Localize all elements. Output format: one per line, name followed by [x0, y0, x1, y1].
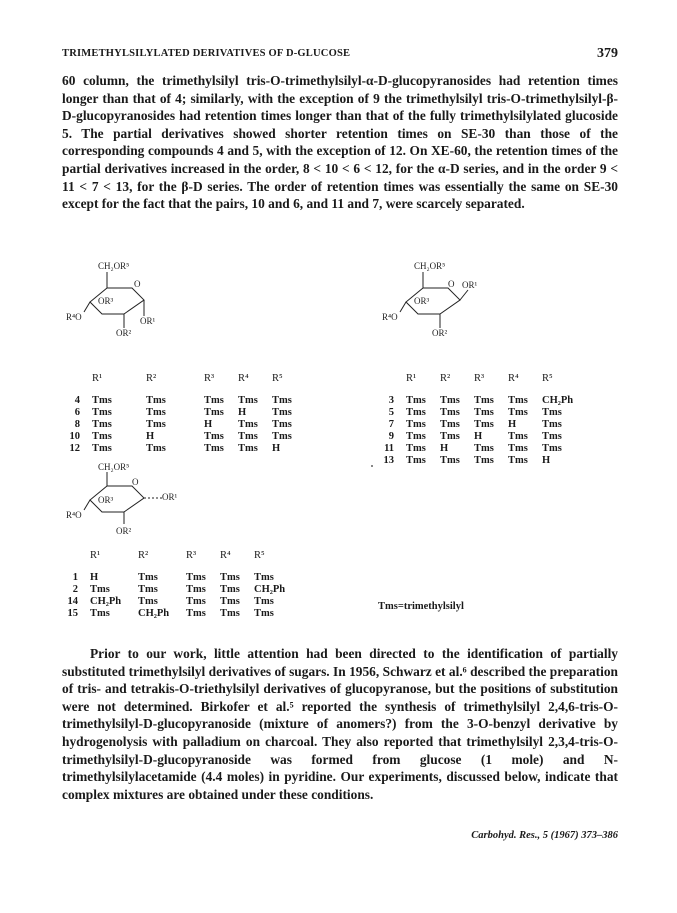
s2-ch2or5: CH₂OR⁵	[414, 261, 446, 271]
col-header	[62, 373, 92, 395]
table-cell: Tms	[238, 443, 258, 454]
table-cell: Tms	[146, 419, 166, 430]
table-cell: Tms	[186, 596, 206, 607]
table-cell: CH₂Ph	[254, 584, 286, 595]
col-header: R³	[186, 550, 197, 561]
s2-or2: OR²	[432, 328, 448, 338]
table-cell: Tms	[508, 395, 528, 406]
table-cell: Tms	[220, 596, 240, 607]
page-number: 379	[597, 46, 618, 61]
table-row	[62, 608, 300, 620]
table-cell: Tms	[272, 395, 292, 406]
compound-number: 13	[383, 455, 394, 466]
table-header-row	[62, 550, 300, 572]
compound-number: 2	[72, 584, 78, 595]
compound-number: 10	[69, 431, 80, 442]
table-cell: Tms	[220, 608, 240, 619]
col-header: R²	[146, 373, 157, 384]
table-row	[62, 584, 300, 596]
s1-ch2or5: CH₂OR⁵	[98, 261, 130, 271]
table-cell: CH₂Ph	[542, 395, 574, 406]
table-row	[62, 419, 318, 431]
table-cell: Tms	[92, 407, 112, 418]
col-header: R⁵	[272, 373, 283, 384]
table-cell: Tms	[90, 608, 110, 619]
table-cell: Tms	[272, 407, 292, 418]
table-row	[378, 455, 588, 467]
table-cell: Tms	[92, 395, 112, 406]
compound-number: 12	[69, 443, 80, 454]
table-cell: Tms	[90, 584, 110, 595]
s3-r4o: R⁴O	[66, 510, 82, 520]
table-cell: Tms	[204, 431, 224, 442]
table-cell: Tms	[204, 407, 224, 418]
table-header-row	[62, 373, 318, 395]
table-cell: Tms	[542, 443, 562, 454]
table-cell: H	[508, 419, 517, 430]
table-row	[62, 395, 318, 407]
table-cell: Tms	[508, 431, 528, 442]
table-cell: Tms	[406, 407, 426, 418]
compound-number: 4	[74, 395, 80, 406]
abbreviation-note: Tms=trimethylsilyl	[378, 601, 464, 612]
compound-number: 1	[72, 572, 78, 583]
table-cell: Tms	[186, 608, 206, 619]
col-header: R³	[474, 373, 485, 384]
table-cell: H	[238, 407, 247, 418]
table-cell: Tms	[542, 431, 562, 442]
table-cell: CH₂Ph	[138, 608, 170, 619]
table-header-row	[378, 373, 588, 395]
col-header: R²	[138, 550, 149, 561]
table-cell: Tms	[542, 419, 562, 430]
compound-number: 15	[67, 608, 78, 619]
table-cell: Tms	[220, 572, 240, 583]
table-row	[378, 443, 588, 455]
compound-number: 8	[74, 419, 80, 430]
table-cell: Tms	[272, 419, 292, 430]
col-header: R⁴	[238, 373, 249, 384]
table-cell: Tms	[474, 395, 494, 406]
table-cell: Tms	[406, 395, 426, 406]
s1-or3: OR³	[98, 296, 114, 306]
col-header: R¹	[90, 550, 101, 561]
body-paragraph-2: Prior to our work, little attention had been directed to the identification of partially substituted trimethylsilyl derivatives of sugars. In 1956, Schwarz et al.⁶ described the preparation of tris- and tetrakis-O-triethylsilyl derivatives of glucopyranose, but the positions of substitution were not determined. Birkofer et al.⁵ reported the synthesis of trimethylsilyl 2,4,6-tris-O-trimethylsilyl-D-glucopyranoside (mixture of anomers?) from the 3-O-benzyl derivative by hydrogenolysis with palladium on charcoal. They also reported that trimethylsilyl 2,3,4-tris-O-trimethylsilyl-D-glucopyranoside was formed from glucose (1 mole) and N-trimethylsilylacetamide (4.4 moles) in pyridine. Our experiments, discussed below, indicate that complex mixtures are obtained under these conditions.	[62, 646, 618, 802]
stray-mark	[371, 465, 373, 467]
table-row	[378, 419, 588, 431]
table-cell: Tms	[406, 443, 426, 454]
table-row	[62, 572, 300, 584]
table-cell: Tms	[542, 407, 562, 418]
table-cell: Tms	[204, 443, 224, 454]
table-row	[62, 596, 300, 608]
compound-number: 6	[74, 407, 80, 418]
table-cell: Tms	[92, 431, 112, 442]
table-cell: Tms	[92, 419, 112, 430]
s3-ch2or5: CH₂OR⁵	[98, 462, 130, 472]
table-cell: Tms	[186, 584, 206, 595]
structure-alpha-glucopyranoside	[62, 258, 182, 358]
compound-number: 5	[388, 407, 394, 418]
col-header: R⁴	[220, 550, 231, 561]
running-header	[62, 48, 618, 66]
table-cell: H	[440, 443, 449, 454]
table-cell: Tms	[138, 572, 158, 583]
compound-number: 14	[67, 596, 78, 607]
body-paragraph-1: 60 column, the trimethylsilyl tris-O-trimethylsilyl-α-D-glucopyranosides had retention times longer than that of 4; similarly, with the exception of 9 the trimethylsilyl tris-O-trimethylsilyl-β-D-glucopyranosides had retention times longer than that of the fully trimethylsilylated glucoside 5. The partial derivatives showed shorter retention times on SE-30 than those of the corresponding compounds 4 and 5, with the exception of 12. On XE-60, the retention times of the partial derivatives increased in the order, 8 < 10 < 6 < 12, for the α-D series, and in the order 9 < 11 < 7 < 13, for the β-D series. The order of retention times was essentially the same on SE-30 except for the fact that the pairs, 10 and 6, and 11 and 7, were scarcely separated.	[62, 73, 618, 212]
compound-number: 9	[388, 431, 394, 442]
table-row	[378, 395, 588, 407]
structure-beta-glucopyranoside	[378, 258, 498, 358]
table-cell: Tms	[238, 431, 258, 442]
table-cell: Tms	[254, 608, 274, 619]
table-cell: Tms	[474, 443, 494, 454]
s3-or2: OR²	[116, 526, 132, 536]
table-row	[378, 431, 588, 443]
table-cell: H	[146, 431, 155, 442]
structure-glucopyranose-variant	[62, 462, 192, 542]
col-header: R¹	[92, 373, 103, 384]
table-cell: H	[542, 455, 551, 466]
table-cell: Tms	[146, 443, 166, 454]
table-cell: Tms	[508, 407, 528, 418]
table-cell: Tms	[238, 395, 258, 406]
col-header	[62, 550, 90, 572]
table-cell: Tms	[254, 572, 274, 583]
running-title: TRIMETHYLSILYLATED DERIVATIVES OF D-GLUCOSE	[62, 48, 351, 59]
compound-number: 11	[384, 443, 394, 454]
table-cell: H	[204, 419, 213, 430]
table-cell: Tms	[406, 431, 426, 442]
s2-or3: OR³	[414, 296, 430, 306]
table-cell: Tms	[204, 395, 224, 406]
substituent-table-series-three	[62, 550, 300, 620]
table-cell: Tms	[474, 419, 494, 430]
compound-number: 3	[388, 395, 394, 406]
table-cell: Tms	[440, 419, 460, 430]
table-cell: Tms	[186, 572, 206, 583]
table-cell: Tms	[508, 443, 528, 454]
s3-or1: OR¹	[162, 492, 178, 502]
table-cell: Tms	[238, 419, 258, 430]
table-cell: Tms	[474, 455, 494, 466]
table-cell: Tms	[146, 407, 166, 418]
table-cell: Tms	[440, 455, 460, 466]
s3-ring-o: O	[132, 477, 139, 487]
table-cell: Tms	[406, 419, 426, 430]
s1-ring-o: O	[134, 279, 141, 289]
table-cell: Tms	[474, 407, 494, 418]
table-cell: Tms	[138, 584, 158, 595]
table-row	[62, 431, 318, 443]
table-cell: Tms	[254, 596, 274, 607]
table-cell: Tms	[220, 584, 240, 595]
table-cell: Tms	[92, 443, 112, 454]
col-header: R²	[440, 373, 451, 384]
table-cell: Tms	[440, 431, 460, 442]
table-row	[62, 407, 318, 419]
table-cell: Tms	[440, 395, 460, 406]
col-header	[378, 373, 406, 395]
table-cell: H	[90, 572, 99, 583]
table-cell: Tms	[406, 455, 426, 466]
col-header: R⁵	[542, 373, 553, 384]
s2-r4o: R⁴O	[382, 312, 398, 322]
substituent-table-alpha	[62, 373, 318, 455]
s3-or3: OR³	[98, 495, 114, 505]
substituent-table-beta	[378, 373, 588, 467]
table-cell: Tms	[138, 596, 158, 607]
col-header: R¹	[406, 373, 417, 384]
table-cell: Tms	[508, 455, 528, 466]
journal-footer: Carbohyd. Res., 5 (1967) 373–386	[471, 830, 618, 841]
s2-ring-o: O	[448, 279, 455, 289]
table-cell: H	[474, 431, 483, 442]
table-row	[62, 443, 318, 455]
table-cell: Tms	[272, 431, 292, 442]
table-cell: H	[272, 443, 281, 454]
s1-or1: OR¹	[140, 316, 156, 326]
table-cell: Tms	[440, 407, 460, 418]
s1-r4o: R⁴O	[66, 312, 82, 322]
table-cell: Tms	[146, 395, 166, 406]
compound-number: 7	[388, 419, 394, 430]
table-cell: CH₂Ph	[90, 596, 122, 607]
col-header: R³	[204, 373, 215, 384]
s2-or1: OR¹	[462, 280, 478, 290]
col-header: R⁴	[508, 373, 519, 384]
s1-or2: OR²	[116, 328, 132, 338]
col-header: R⁵	[254, 550, 265, 561]
table-row	[378, 407, 588, 419]
